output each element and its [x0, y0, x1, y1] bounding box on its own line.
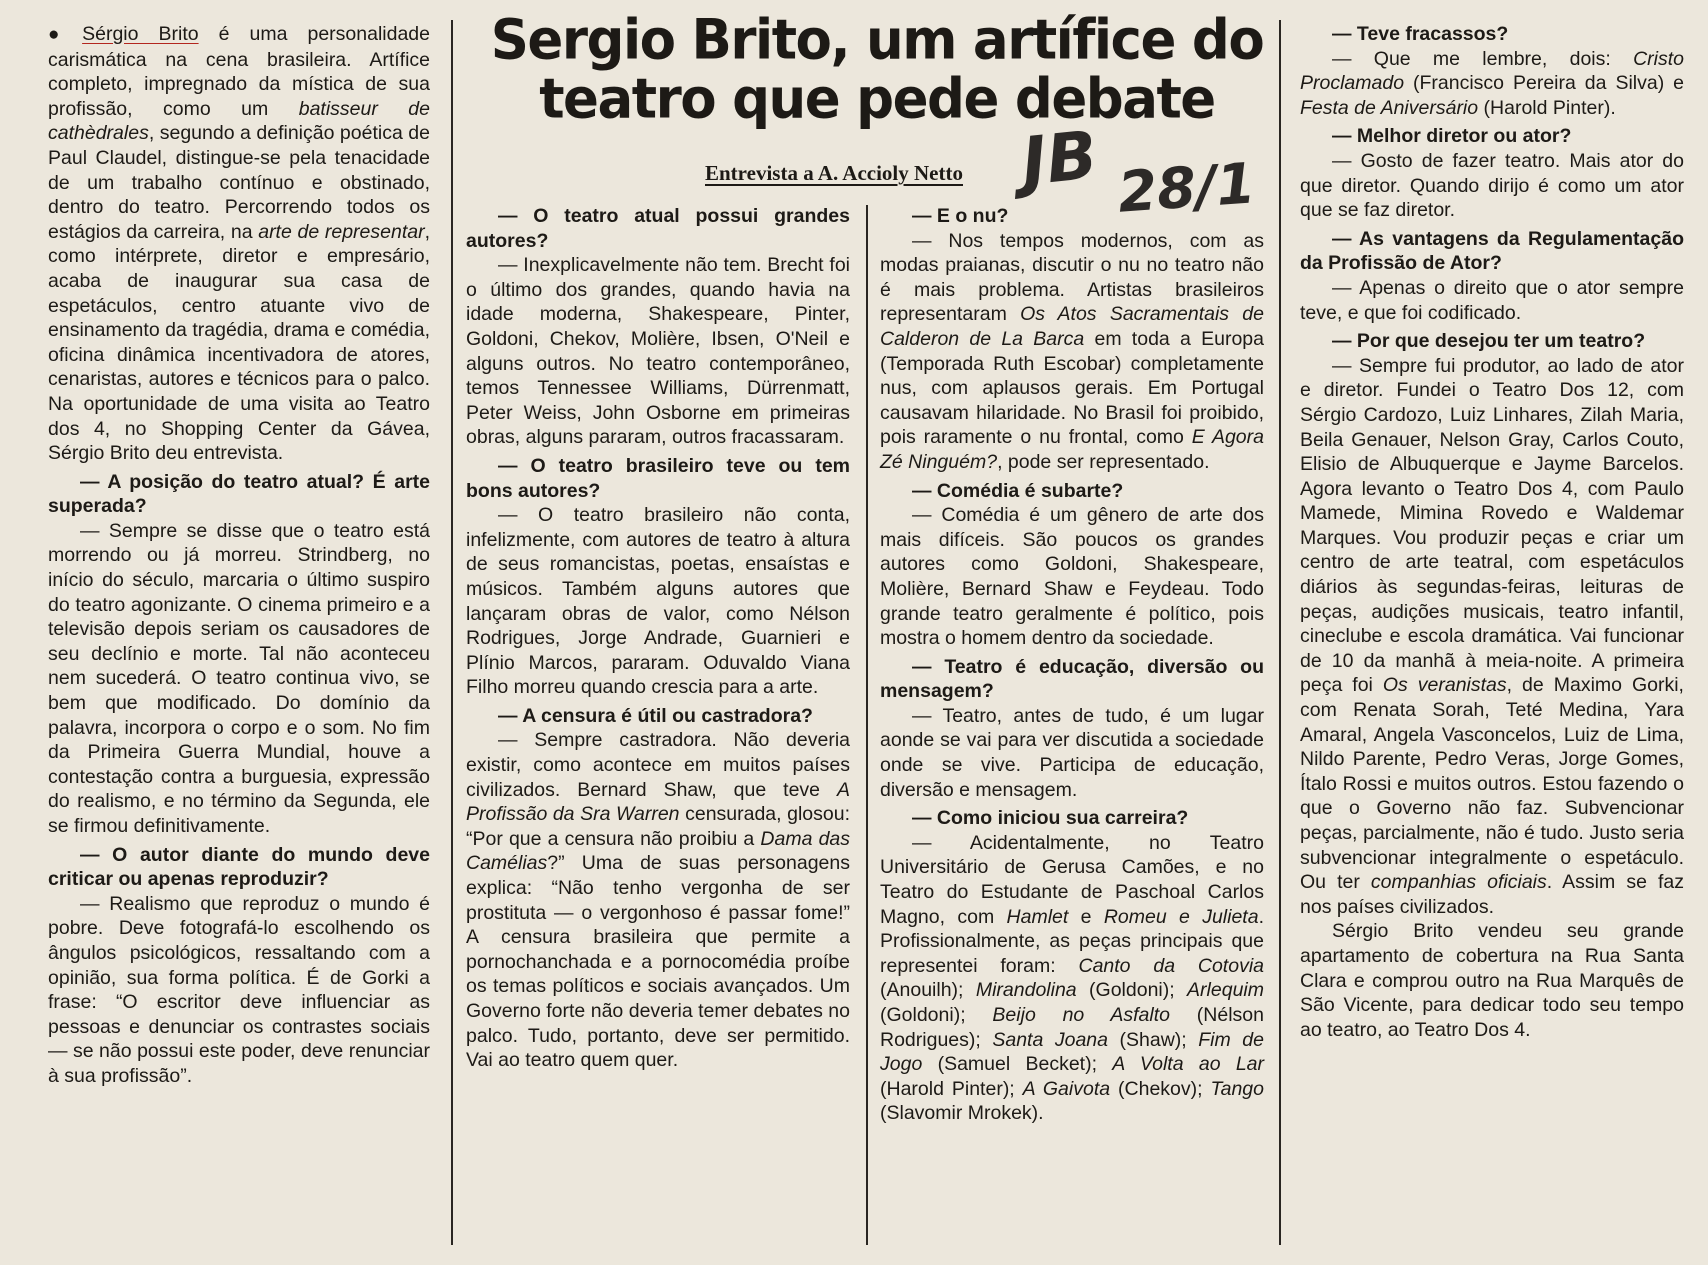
interview-question: — O teatro brasileiro teve ou tem bons autores? [466, 454, 850, 502]
interview-question: — Comédia é subarte? [912, 479, 1124, 502]
bullet-icon: ● [48, 24, 75, 45]
interview-answer: — Gosto de fazer teatro. Mais ator do que diretor. Quando dirijo é como um ator que se faz diretor. [1300, 149, 1684, 222]
column-rule [451, 20, 453, 1245]
column-3 [880, 200, 1264, 1126]
interview-question: — Como iniciou sua carreira? [912, 807, 1189, 830]
column-4 [1300, 18, 1684, 1042]
interview-answer: — Comédia é um gênero de arte dos mais difíceis. São poucos os grandes autores como Goldoni, Shakespeare, Molière, Bernard Shaw e Feydeau. Todo grande teatro geralmente é político, pois mostra o homem dentro da sociedade. [880, 504, 1264, 650]
interview-question: — Por que desejou ter um teatro? [1332, 330, 1646, 353]
interview-question: — Teatro é educação, diversão ou mensagem? [880, 655, 1264, 703]
interview-answer: — Que me lembre, dois: Cristo Proclamado (Francisco Pereira da Silva) e Festa de Aniversário (Harold Pinter). [1300, 47, 1684, 119]
interview-answer: — Realismo que reproduz o mundo é pobre. Deve fotografá-lo escolhendo os ângulos psicológicos, ressaltando com a opinião, sua forma política. É de Gorki a frase: “O escritor deve influenciar as pessoas e denunciar os contrastes sociais — se não possui este poder, deve renunciar à sua profissão”. [48, 892, 430, 1087]
interview-question: — A censura é útil ou castradora? [498, 704, 813, 727]
interview-answer: — Sempre castradora. Não deveria existir, como acontece em muitos países civilizados. Bernard Shaw, que teve A Profissão da Sra Warren censurada, glosou: “Por que a censura não proibiu a Dama das Camélias?” Uma de suas personagens explica: “Não tenho vergonha de ser prostituta — o vergonhoso é passar fome!” A censura brasileira que permite a pornochanchada e a pornocomédia proíbe os temas políticos e sociais avançados. Um Governo forte não deveria temer debates no palco. Tudo, portanto, deve ser permitido. Vai ao teatro quem quer. [466, 729, 851, 1072]
column-rule [1279, 20, 1281, 1245]
column-1 [48, 22, 430, 1089]
interview-answer: Sérgio Brito vendeu seu grande apartamento de cobertura na Rua Santa Clara e comprou outro na Rua Marquês de São Vicente, para dedicar todo seu tempo ao teatro, ao Teatro Dos 4. [1300, 920, 1684, 1041]
interview-question: — As vantagens da Regulamentação da Profissão de Ator? [1300, 227, 1684, 275]
column-rule [866, 205, 868, 1245]
interview-question: — E o nu? [912, 205, 1009, 227]
column-2 [466, 200, 850, 1073]
subject-name: Sérgio Brito [82, 23, 199, 45]
interview-answer: — O teatro brasileiro não conta, infelizmente, com autores de teatro à altura de seus romancistas, poetas, ensaístas e músicos. Também alguns autores que lançaram obras de valor, como Nélson Rodrigues, Jorge Andrade, Guarnieri e Plínio Marcos, pararam. Oduvaldo Viana Filho morreu quando crescia para a arte. [466, 504, 850, 699]
headline: Sergio Brito, um artífice do teatro que pede debate [490, 8, 1264, 131]
intro-paragraph: ● Sérgio Brito é uma personalidade carismática na cena brasileira. Artífice completo, impregnado da mística de sua profissão, como um batisseur de cathèdrales, segundo a definição poética de Paul Claudel, distingue-se pela tenacidade de um trabalho contínuo e obstinado, dentro do teatro. Percorrendo todos os estágios da carreira, na arte de representar, como intérprete, diretor e empresário, acaba de inaugurar sua casa de espetáculos, centro atuante vivo de ensinamento da tragédia, drama e comédia, oficina dinâmica incentivadora de atores, cenaristas, autores e técnicos para o palco. Na oportunidade de uma visita ao Teatro dos 4, no Shopping Center da Gávea, Sérgio Brito deu entrevista. [48, 23, 430, 465]
interview-question: — A posição do teatro atual? É arte superada? [48, 470, 430, 518]
interview-answer: — Sempre se disse que o teatro está morrendo ou já morreu. Strindberg, no início do século, marcaria o último suspiro do teatro agonizante. O cinema primeiro e a televisão depois seriam os causadores de seu declínio e morte. Tal não aconteceu nem sucederá. O teatro continua vivo, se bem que modificado. Do domínio da palavra, incorpora o corpo e o som. No fim da Primeira Guerra Mundial, houve a contestação contra a burguesia, expressão do realismo, e no término da Segunda, ele se firmou definitivamente. [48, 519, 430, 837]
interview-answer: — Nos tempos modernos, com as modas praianas, discutir o nu no teatro não é mais problema. Artistas brasileiros representaram Os Atos Sacramentais de Calderon de La Barca em toda a Europa (Temporada Ruth Escobar) completamente nus, com aplausos gerais. Em Portugal causavam hilaridade. No Brasil foi proibido, pois raramente o nu frontal, como E Agora Zé Ninguém?, pode ser representado. [880, 229, 1264, 473]
interview-answer: — Teatro, antes de tudo, é um lugar aonde se vai para ver discutida a sociedade onde se vive. Participa de educação, diversão e mensagem. [880, 704, 1264, 801]
interview-question: — Melhor diretor ou ator? [1332, 125, 1572, 148]
interview-question: — O teatro atual possui grandes autores? [466, 205, 850, 252]
handwritten-date: 28/1 [1115, 151, 1258, 226]
byline: Entrevista a A. Accioly Netto [705, 161, 963, 185]
interview-question: — O autor diante do mundo deve criticar ou apenas reproduzir? [48, 843, 430, 891]
handwritten-mark: JB [1018, 116, 1101, 201]
interview-answer: — Apenas o direito que o ator sempre teve, e que foi codificado. [1300, 276, 1684, 324]
interview-question: — Teve fracassos? [1332, 23, 1509, 45]
interview-answer: — Acidentalmente, no Teatro Universitário de Gerusa Camões, e no Teatro do Estudante de Paschoal Carlos Magno, com Hamlet e Romeu e Julieta. Profissionalmente, as peças principais que representei foram: Canto da Cotovia (Anouilh); Mirandolina (Goldoni); Arlequim (Goldoni); Beijo no Asfalto (Nélson Rodrigues); Santa Joana (Shaw); Fim de Jogo (Samuel Becket); A Volta ao Lar (Harold Pinter); A Gaivota (Chekov); Tango (Slavomir Mrokek). [880, 831, 1265, 1125]
interview-answer: — Inexplicavelmente não tem. Brecht foi o último dos grandes, quando havia na idade moderna, Shakespeare, Pinter, Goldoni, Chekov, Molière, Ibsen, O'Neil e alguns outros. No teatro contemporâneo, temos Tennessee Williams, Dürrenmatt, Peter Weiss, John Osborne em primeiras obras, alguns pararam, outros fracassaram. [466, 254, 850, 449]
interview-answer: — Sempre fui produtor, ao lado de ator e diretor. Fundei o Teatro Dos 12, com Sérgio Cardozo, Luiz Linhares, Zilah Maria, Beila Genauer, Nelson Gray, Carlos Couto, Elisio de Albuquerque e Jayme Barcelos. Agora levanto o Teatro Dos 4, com Paulo Mamede, Mimina Rovedo e Waldemar Marques. Vou produzir peças e criar um centro de arte teatral, com espetáculos diários às segundas-feiras, leituras de peças, audições musicais, teatro infantil, cineclube e escola dramática. Vai funcionar de 10 da manhã à meia-noite. A primeira peça foi Os veranistas, de Maximo Gorki, com Renata Sorah, Teté Medina, Yara Amaral, Angela Vasconcelos, Luiz de Lima, Nildo Parente, Pedro Veras, Jorge Gomes, Ítalo Rossi e muitos outros. Estou fazendo o que o Governo não faz. Subvencionar peças, parcialmente, não é tudo. Justo seria subvencionar integralmente o espetáculo. Ou ter companhias oficiais. Assim se faz nos países civilizados. [1300, 354, 1684, 918]
